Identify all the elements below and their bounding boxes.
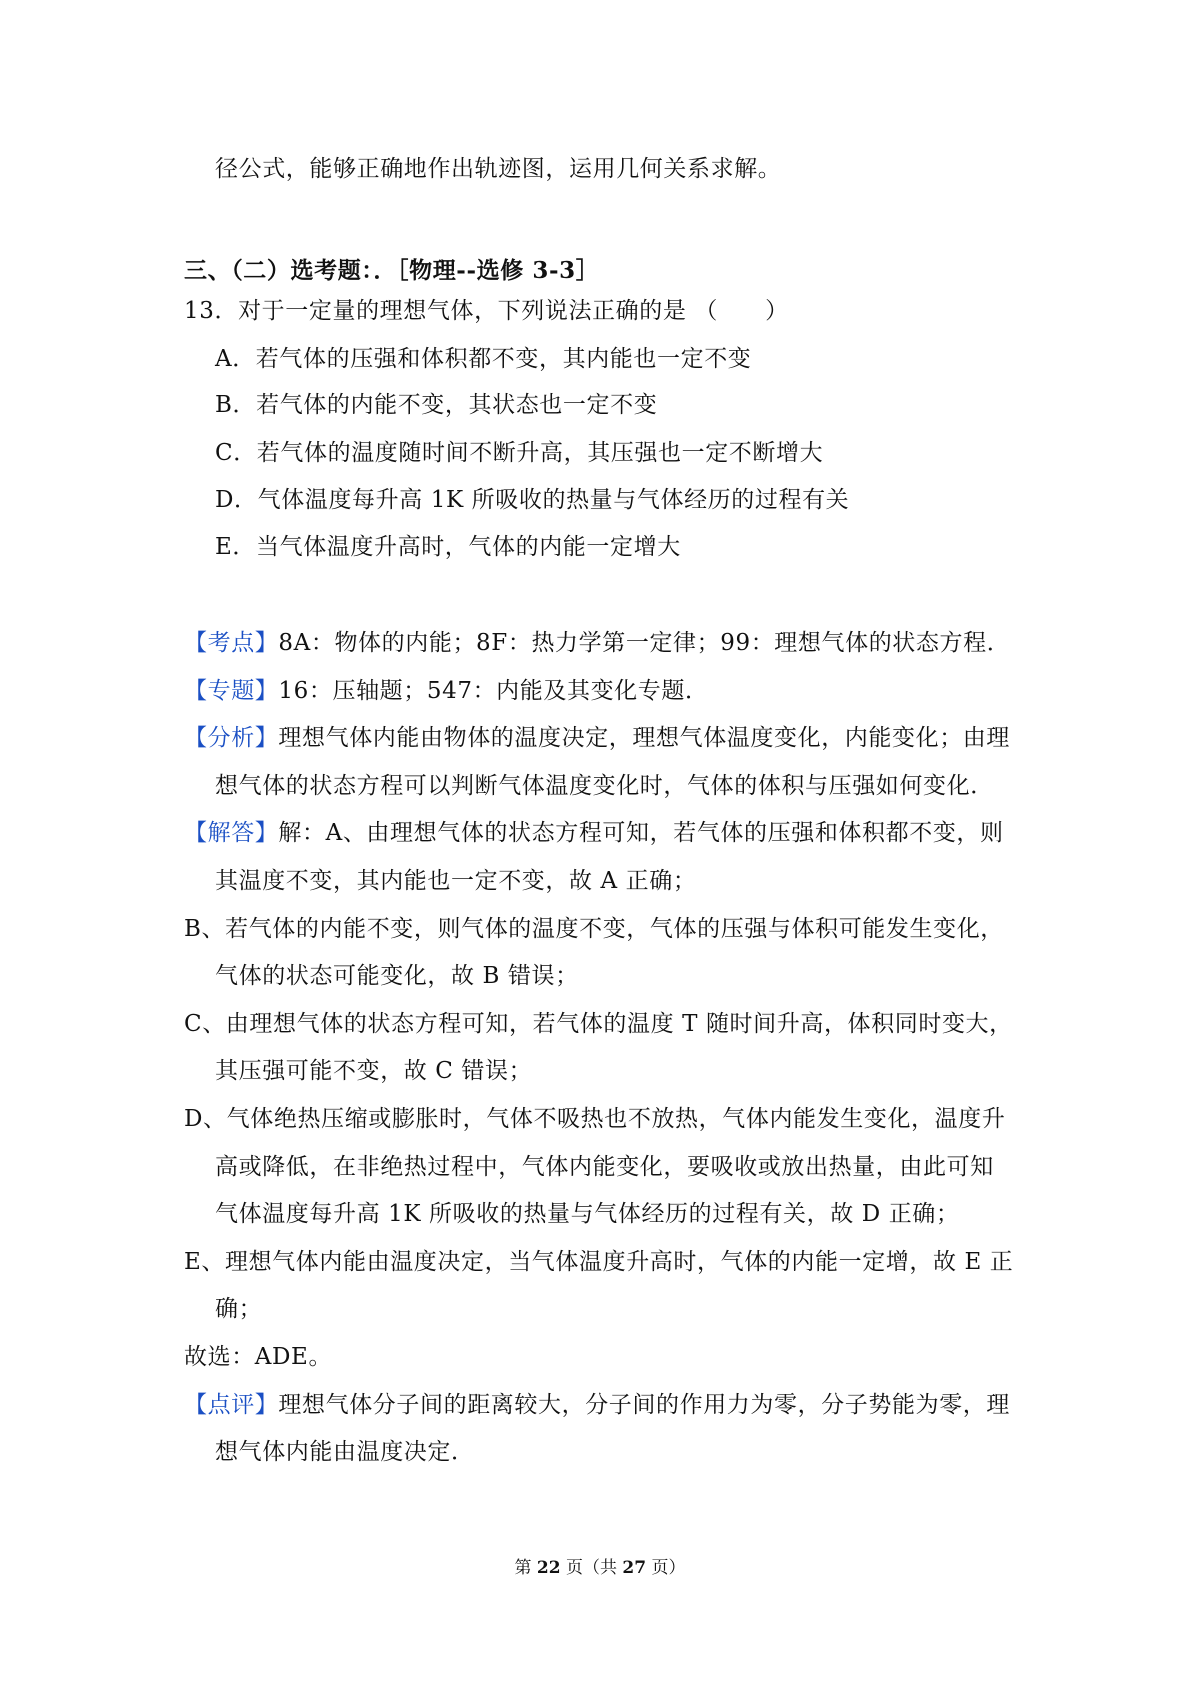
solution-c-line-2: 其压强可能不变，故 C 错误； xyxy=(215,1058,533,1084)
option-e: E．当气体温度升高时，气体的内能一定增大 xyxy=(215,534,681,560)
option-c: C．若气体的温度随时间不断升高，其压强也一定不断增大 xyxy=(215,440,824,466)
fenxi-line-1 xyxy=(184,722,1010,754)
section-heading: 三、（二）选考题：．［物理--选修 3-3］ xyxy=(184,257,600,284)
option-a: A．若气体的压强和体积都不变，其内能也一定不变 xyxy=(215,346,752,372)
kaodian-line xyxy=(184,627,1010,659)
footer-mid: 页（共 xyxy=(560,1558,623,1578)
fenxi-tag: 【分析】 xyxy=(184,725,279,751)
jieda-line-2: 其温度不变，其内能也一定不变，故 A 正确； xyxy=(215,868,697,894)
kaodian-tag: 【考点】 xyxy=(184,630,279,656)
kaodian-text: 8A：物体的内能；8F：热力学第一定律；99：理想气体的状态方程． xyxy=(278,630,1011,656)
zhuanti-text: 16：压轴题；547：内能及其变化专题． xyxy=(278,678,709,704)
zhuanti-line xyxy=(184,675,709,707)
footer-suffix: 页） xyxy=(646,1558,686,1578)
intro-tail: 径公式，能够正确地作出轨迹图，运用几何关系求解。 xyxy=(215,156,782,182)
solution-b-line-1: B、若气体的内能不变，则气体的温度不变，气体的压强与体积可能发生变化， xyxy=(184,916,1004,942)
solution-b-line-2: 气体的状态可能变化，故 B 错误； xyxy=(215,963,579,989)
page-footer xyxy=(0,1556,1200,1580)
jieda-line-1 xyxy=(184,817,1004,849)
dianping-line-2: 想气体内能由温度决定． xyxy=(215,1439,475,1465)
dianping-tag: 【点评】 xyxy=(184,1392,279,1418)
solution-d-line-3: 气体温度每升高 1K 所吸收的热量与气体经历的过程有关，故 D 正确； xyxy=(215,1201,960,1227)
zhuanti-tag: 【专题】 xyxy=(184,678,279,704)
footer-prefix: 第 xyxy=(514,1558,537,1578)
footer-total-pages: 27 xyxy=(622,1558,647,1578)
solution-d-line-1: D、气体绝热压缩或膨胀时，气体不吸热也不放热，气体内能发生变化，温度升 xyxy=(184,1106,1006,1132)
footer-page-number: 22 xyxy=(536,1558,561,1578)
dianping-text-1: 理想气体分子间的距离较大，分子间的作用力为零，分子势能为零，理 xyxy=(278,1392,1011,1418)
dianping-line-1 xyxy=(184,1389,1010,1421)
question-stem: 13．对于一定量的理想气体，下列说法正确的是 （ ） xyxy=(184,298,789,324)
solution-d-line-2: 高或降低，在非绝热过程中，气体内能变化，要吸收或放出热量，由此可知 xyxy=(215,1154,994,1180)
option-b: B．若气体的内能不变，其状态也一定不变 xyxy=(215,392,658,418)
final-answer: 故选：ADE。 xyxy=(184,1344,333,1370)
jieda-tag: 【解答】 xyxy=(184,820,279,846)
solution-e-line-1: E、理想气体内能由温度决定，当气体温度升高时，气体的内能一定增，故 E 正 xyxy=(184,1249,1014,1275)
option-d: D．气体温度每升高 1K 所吸收的热量与气体经历的过程有关 xyxy=(215,487,850,513)
fenxi-text-1: 理想气体内能由物体的温度决定，理想气体温度变化，内能变化；由理 xyxy=(278,725,1011,751)
jieda-text-1: 解：A、由理想气体的状态方程可知，若气体的压强和体积都不变，则 xyxy=(278,820,1004,846)
solution-e-line-2: 确； xyxy=(215,1296,263,1322)
fenxi-line-2: 想气体的状态方程可以判断气体温度变化时，气体的体积与压强如何变化． xyxy=(215,773,994,799)
solution-c-line-1: C、由理想气体的状态方程可知，若气体的温度 T 随时间升高，体积同时变大， xyxy=(184,1011,1013,1037)
